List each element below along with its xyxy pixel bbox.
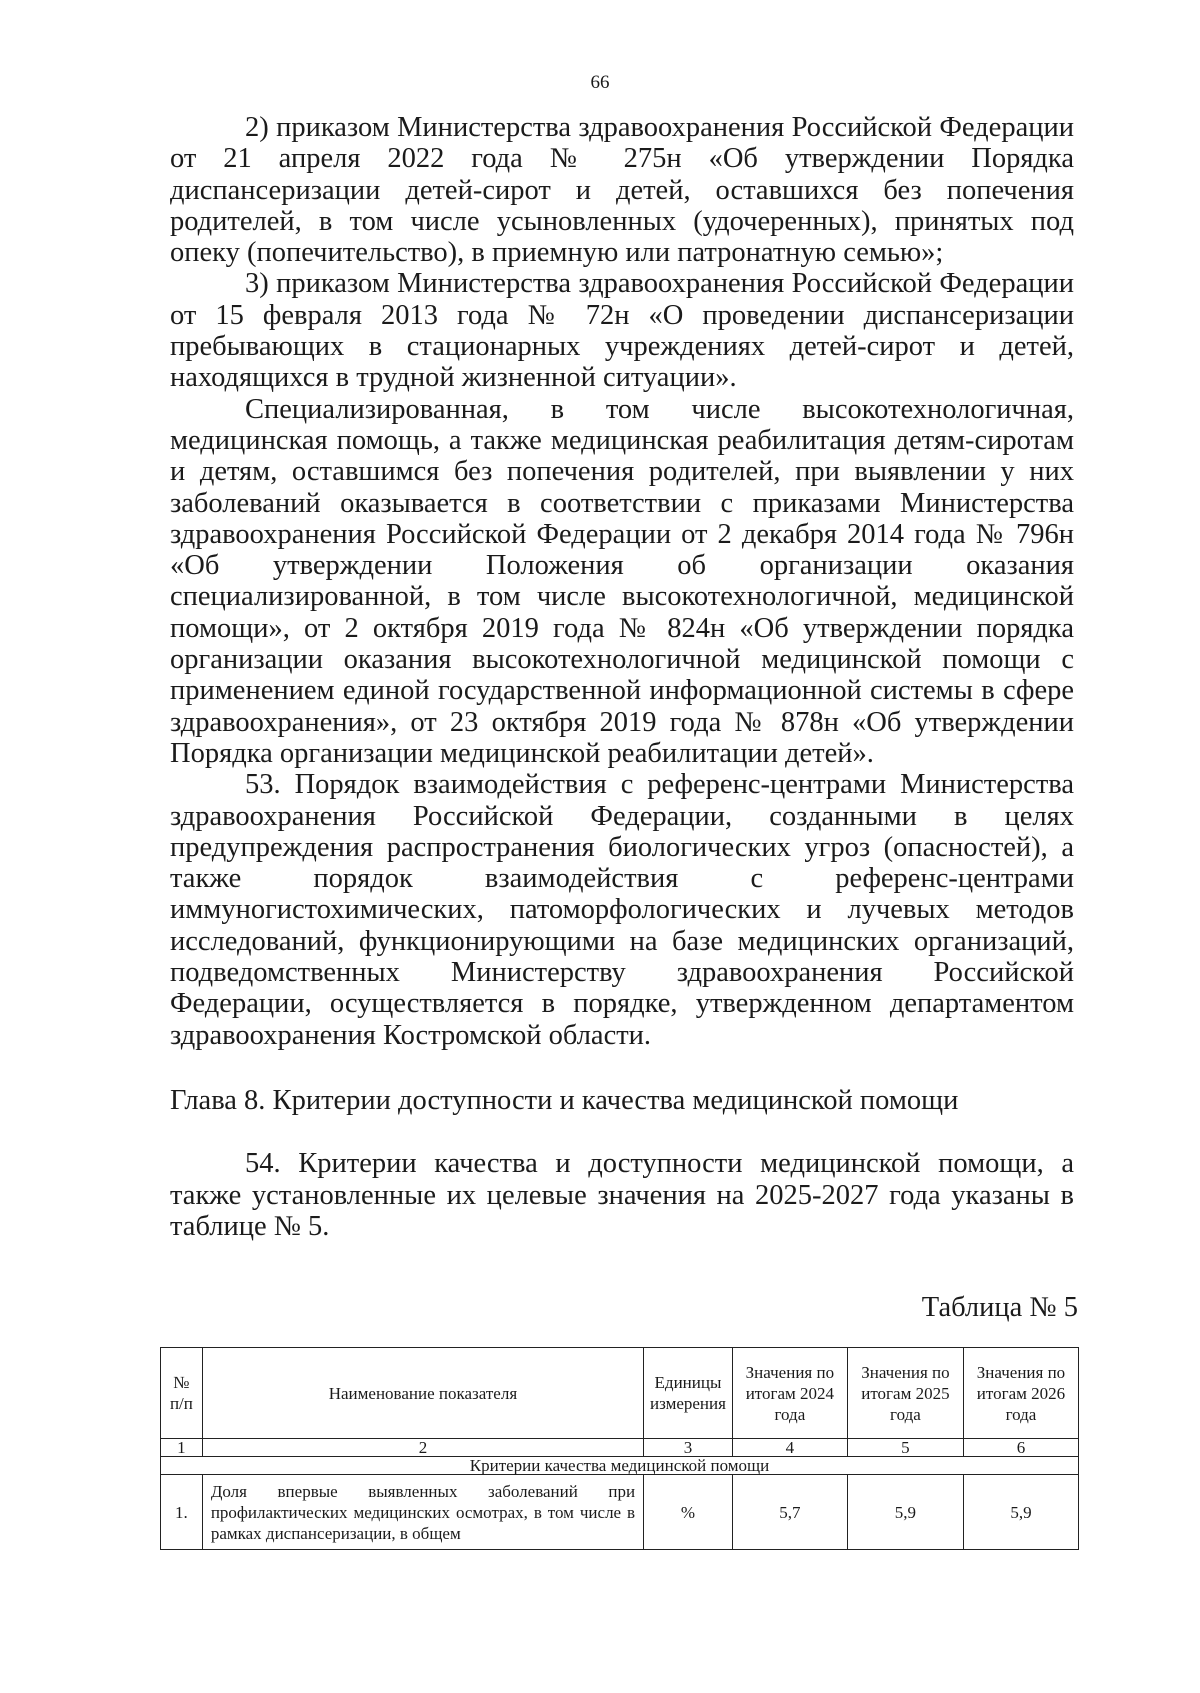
row-value-2024: 5,7 <box>732 1475 847 1550</box>
column-number: 3 <box>644 1439 733 1457</box>
header-num: № п/п <box>161 1348 203 1439</box>
header-value-2024: Значения по итогам 2024 года <box>732 1348 847 1439</box>
paragraph-specialized-care: Специализированная, в том числе высокотехнологичная, медицинская помощь, а также медицинская реабилитация детям-сиротам и детям, оставшимся без попечения родителей, при выявлении у них заболеваний оказывается в соответствии с приказами Министерства здравоохранения Российской Федерации от 2 декабря 2014 года № 796н «Об утверждении Положения об организации оказания специализированной, в том числе высокотехнологичной, медицинской помощи», от 2 октября 2019 года № 824н «Об утверждении порядка организации оказания высокотехнологичной медицинской помощи с применением единой государственной информационной системы в сфере здравоохранения», от 23 октября 2019 года № 878н «Об утверждении Порядка организации медицинской реабилитации детей». <box>170 393 1074 769</box>
header-value-2025: Значения по итогам 2025 года <box>847 1348 963 1439</box>
page-number: 66 <box>590 72 610 93</box>
row-unit: % <box>644 1475 733 1550</box>
column-number: 1 <box>161 1439 203 1457</box>
document-body <box>170 112 1074 1242</box>
paragraph-53: 53. Порядок взаимодействия с референс-центрами Министерства здравоохранения Российской Федерации, созданными в целях предупреждения распространения биологических угроз (опасностей), а также порядок взаимодействия с референс-центрами иммуногистохимических, патоморфологических и лучевых методов исследований, функционирующими на базе медицинских организаций, подведомственных Министерству здравоохранения Российской Федерации, осуществляется в порядке, утвержденном департаментом здравоохранения Костромской области. <box>170 769 1074 1051</box>
column-number: 5 <box>847 1439 963 1457</box>
header-value-2026: Значения по итогам 2026 года <box>963 1348 1078 1439</box>
section-row <box>161 1457 1079 1475</box>
section-title: Критерии качества медицинской помощи <box>161 1457 1079 1475</box>
paragraph-item-3: 3) приказом Министерства здравоохранения Российской Федерации от 15 февраля 2013 года № 72н «О проведении диспансеризации пребывающих в стационарных учреждениях детей-сирот и детей, находящихся в трудной жизненной ситуации». <box>170 268 1074 394</box>
header-name: Наименование показателя <box>202 1348 643 1439</box>
table-row <box>161 1475 1079 1550</box>
column-number-row <box>161 1439 1079 1457</box>
header-unit: Единицы измерения <box>644 1348 733 1439</box>
chapter-title: Глава 8. Критерии доступности и качества медицинской помощи <box>170 1084 959 1116</box>
paragraph-54: 54. Критерии качества и доступности медицинской помощи, а также установленные их целевые значения на 2025-2027 года указаны в таблице № 5. <box>170 1148 1074 1242</box>
column-number: 4 <box>732 1439 847 1457</box>
row-value-2025: 5,9 <box>847 1475 963 1550</box>
table-caption: Таблица № 5 <box>921 1292 1078 1323</box>
criteria-table <box>160 1347 1079 1550</box>
paragraph-item-2: 2) приказом Министерства здравоохранения Российской Федерации от 21 апреля 2022 года № 275н «Об утверждении Порядка диспансеризации детей-сирот и детей, оставшихся без попечения родителей, в том числе усыновленных (удочеренных), принятых под опеку (попечительство), в приемную или патронатную семью»; <box>170 112 1074 269</box>
column-number: 2 <box>202 1439 643 1457</box>
table-header-row <box>161 1348 1079 1439</box>
row-value-2026: 5,9 <box>963 1475 1078 1550</box>
column-number: 6 <box>963 1439 1078 1457</box>
row-indicator-name: Доля впервые выявленных заболеваний при профилактических медицинских осмотрах, в том числе в рамках диспансеризации, в общем <box>202 1475 643 1550</box>
row-num: 1. <box>161 1475 203 1550</box>
